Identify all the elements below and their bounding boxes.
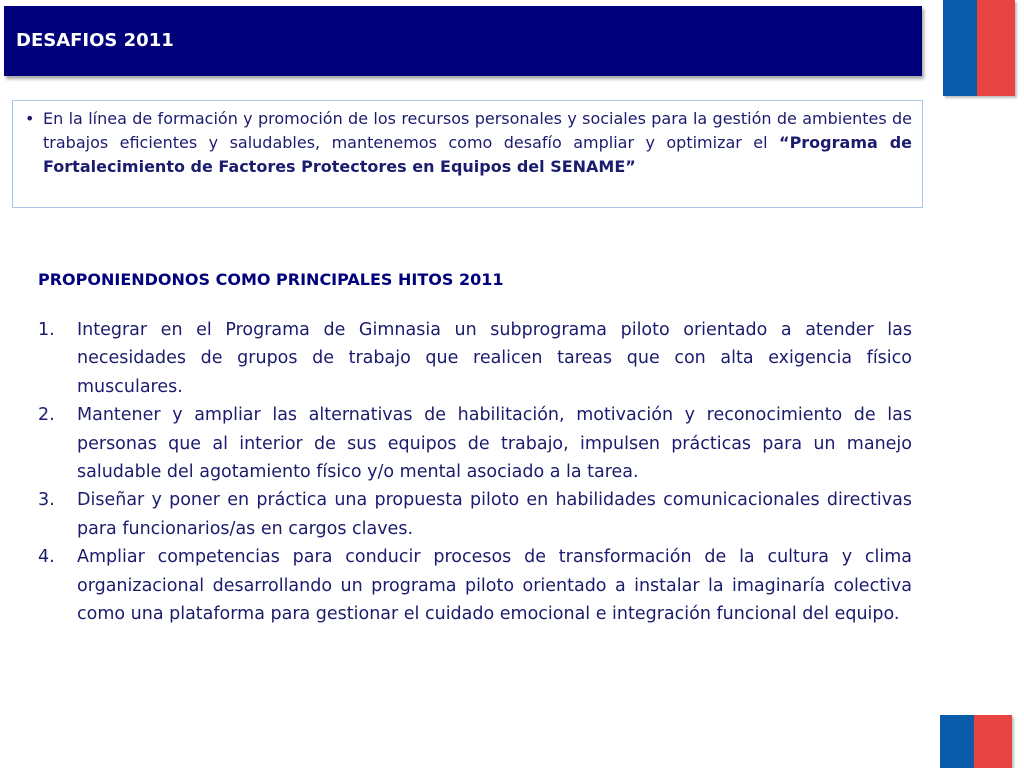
- slide-header: [4, 6, 922, 76]
- list-item: [38, 401, 912, 486]
- flag-logo-top: [943, 0, 1019, 98]
- intro-box: [12, 100, 923, 208]
- intro-text: En la línea de formación y promoción de los recursos personales y sociales para la gestión de ambientes de trabajos eficientes y saludables, mantenemos como desafío ampliar y optimizar el: [43, 109, 912, 152]
- flag-red-stripe: [977, 0, 1015, 96]
- list-item-text: Mantener y ampliar las alternativas de habilitación, motivación y reconocimiento de las personas que al interior de sus equipos de trabajo, impulsen prácticas para un manejo saludable del agotamiento físico y/o mental asociado a la tarea.: [77, 405, 912, 483]
- list-item-text: Ampliar competencias para conducir procesos de transformación de la cultura y clima organizacional desarrollando un programa piloto orientado a instalar la imaginaría colectiva como una plataforma para gestionar el cuidado emocional e integración funcional del equipo.: [77, 547, 912, 625]
- list-item-text: Integrar en el Programa de Gimnasia un subprograma piloto orientado a atender las necesidades de grupos de trabajo que realicen tareas que con alta exigencia físico musculares.: [77, 320, 912, 397]
- flag-logo-bottom: [940, 715, 1016, 768]
- list-item-number: 3.: [38, 490, 55, 511]
- slide-title: DESAFIOS 2011: [16, 30, 174, 51]
- list-item-number: 1.: [38, 320, 55, 340]
- bullet-icon: •: [25, 109, 35, 128]
- list-item-text: Diseñar y poner en práctica una propuesta piloto en habilidades comunicacionales directivas para funcionarios/as en cargos claves.: [77, 490, 912, 539]
- list-item: [38, 486, 912, 543]
- list-item-number: 2.: [38, 405, 55, 426]
- intro-paragraph: [25, 107, 912, 179]
- flag-blue-stripe: [940, 715, 974, 768]
- flag-blue-stripe: [943, 0, 977, 96]
- hitos-list: [38, 316, 912, 628]
- intro-program-name: “Programa de Fortalecimiento de Factores Protectores en Equipos del SENAME”: [43, 133, 913, 176]
- intro-body: [43, 107, 912, 179]
- list-item-number: 4.: [38, 547, 55, 568]
- list-item: [38, 543, 912, 628]
- section-title: PROPONIENDONOS COMO PRINCIPALES HITOS 2011: [38, 270, 504, 289]
- list-item: [38, 316, 912, 401]
- flag-red-stripe: [974, 715, 1012, 768]
